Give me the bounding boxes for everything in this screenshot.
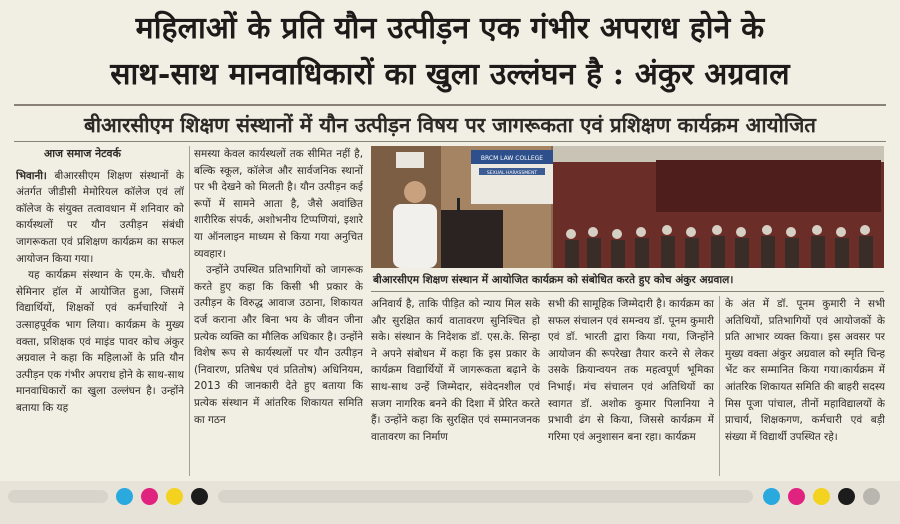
yellow-registration-dot [166,488,183,505]
headline-divider [14,104,886,106]
headline-line-2: साथ-साथ मानवाधिकारों का खुला उल्लंघन है : अंकुर अग्रवाल [110,57,790,92]
paragraph: समस्या केवल कार्यस्थलों तक सीमित नहीं है, बल्कि स्कूल, कॉलेज और सार्वजनिक स्थानों पर भी देखने को मिलती है। यौन उत्पीड़न कई रूपों में सामने आता है, जैसे अवांछित शारीरिक संपर्क, अशोभनीय टिप्पणियां, इशारे या ऑनलाइन माध्यम से किया गया अनुचित व्यवहार। [194,148,363,260]
black-registration-dot [838,488,855,505]
column-divider [719,296,720,476]
cyan-registration-dot [116,488,133,505]
event-photo-illustration [371,146,884,268]
cyan-registration-dot [763,488,780,505]
lead-paragraph [16,168,184,268]
byline: आज समाज नेटवर्क [44,147,121,160]
subheadline: बीआरसीएम शिक्षण संस्थानों में यौन उत्पीड़न विषय पर जागरूकता एवं प्रशिक्षण कार्यक्रम आयोजित [83,113,816,137]
paragraph: अनिवार्य है, ताकि पीड़ित को न्याय मिल सके और सुरक्षित कार्य वातावरण सुनिश्चित हो सके। संस्थान के निदेशक डॉ. एस.के. सिन्हा ने अपने संबोधन में कहा कि इस प्रकार के कार्यक्रम विद्यार्थियों में जागरूकता बढ़ाने के साथ-साथ उन्हें जिम्मेदार, संवेदनशील एवं सजग नागरिक बनने की दिशा में प्रेरित करते हैं। उन्होंने कहा कि सुरक्षित एवं सम्मानजनक वातावरण का निर्माण [371,298,540,443]
paragraph: उन्होंने उपस्थित प्रतिभागियों को जागरूक करते हुए कहा कि किसी भी प्रकार के उत्पीड़न के विरुद्ध आवाज उठाना, शिकायत दर्ज कराना और बिना भय के जीवन जीना प्रत्येक व्यक्ति का मौलिक अधिकार है। उन्होंने विशेष रूप से कार्यस्थलों पर यौन उत्पीड़न (निवारण, प्रतिषेध एवं प्रतितोष) अधिनियम, 2013 की जानकारी देते हुए बताया कि प्रत्येक संस्थान में आंतरिक शिकायत समिति का गठन [194,264,363,426]
banner-subtitle: SEXUAL HARASSMENT [486,171,538,176]
lead-paragraph-text: बीआरसीएम शिक्षण संस्थानों के अंतर्गत जीडीसी मेमोरियल कॉलेज एवं लॉ कॉलेज के संयुक्त तत्वावधान में शनिवार को कार्यस्थलों पर यौन उत्पीड़न संबंधी जागरूकता एवं प्रशिक्षण कार्यक्रम का सफल आयोजन किया गया। [16,169,184,265]
magenta-registration-dot [141,488,158,505]
article-column-2 [194,146,363,476]
banner-title: BRCM LAW COLLEGE [480,155,544,162]
article-column-5 [725,296,885,476]
dateline: भिवानी। [16,169,47,182]
paragraph: सभी की सामूहिक जिम्मेदारी है। कार्यक्रम का सफल संचालन एवं समन्वय डॉ. पूनम कुमारी एवं डॉ. भारती द्वारा किया गया, जिन्होंने आयोजन की रूपरेखा तैयार करने से लेकर उसके क्रियान्वयन तक महत्वपूर्ण भूमिका निभाई। मंच संचालन एवं अतिथियों का स्वागत डॉ. अशोक कुमार पिलानिया ने प्रभावी ढंग से किया, जिससे कार्यक्रम में गरिमा एवं अनुशासन बना रहा। कार्यक्रम [548,298,714,443]
article-column-4 [548,296,714,476]
paragraph: यह कार्यक्रम संस्थान के एम.के. चौधरी सेमिनार हॉल में आयोजित हुआ, जिसमें विद्यार्थियों, शिक्षकों एवं कर्मचारियों ने उत्साहपूर्वक भाग लिया। कार्यक्रम के मुख्य वक्ता, प्रशिक्षक एवं माइंड पावर कोच अंकुर अग्रवाल ने कहा कि महिलाओं के प्रति यौन उत्पीड़न एक गंभीर अपराध होने के साथ-साथ मानवाधिकारों का खुला उल्लंघन है। उन्होंने बताया कि यह [16,269,184,414]
article-column-3 [371,296,540,476]
event-photo [371,146,884,268]
photo-caption: बीआरसीएम शिक्षण संस्थान में आयोजित कार्यक्रम को संबोधित करते हुए कोच अंकुर अग्रवाल। [373,274,734,286]
black-registration-dot [191,488,208,505]
grey-registration-dot [863,488,880,505]
yellow-registration-dot [813,488,830,505]
column-divider [189,146,190,476]
registration-strip [8,490,108,503]
article-column-1 [16,146,184,476]
paragraph: के अंत में डॉ. पूनम कुमारी ने सभी अतिथियों, प्रतिभागियों एवं आयोजकों के प्रति आभार व्यक्त किया। इस अवसर पर मुख्य वक्ता अंकुर अग्रवाल को स्मृति चिन्ह भेंट कर सम्मानित किया गया।कार्यक्रम में आंतरिक शिकायत समिति की बाहरी सदस्य मिस पूजा पांचाल, तीनों महाविद्यालयों के प्राचार्य, शिक्षकगण, कर्मचारी एवं बड़ी संख्या में विद्यार्थी उपस्थित रहे। [725,298,885,443]
registration-strip [218,490,753,503]
caption-divider [371,291,884,292]
magenta-registration-dot [788,488,805,505]
headline-line-1: महिलाओं के प्रति यौन उत्पीड़न एक गंभीर अपराध होने के [135,11,765,46]
subheadline-divider [14,141,886,142]
